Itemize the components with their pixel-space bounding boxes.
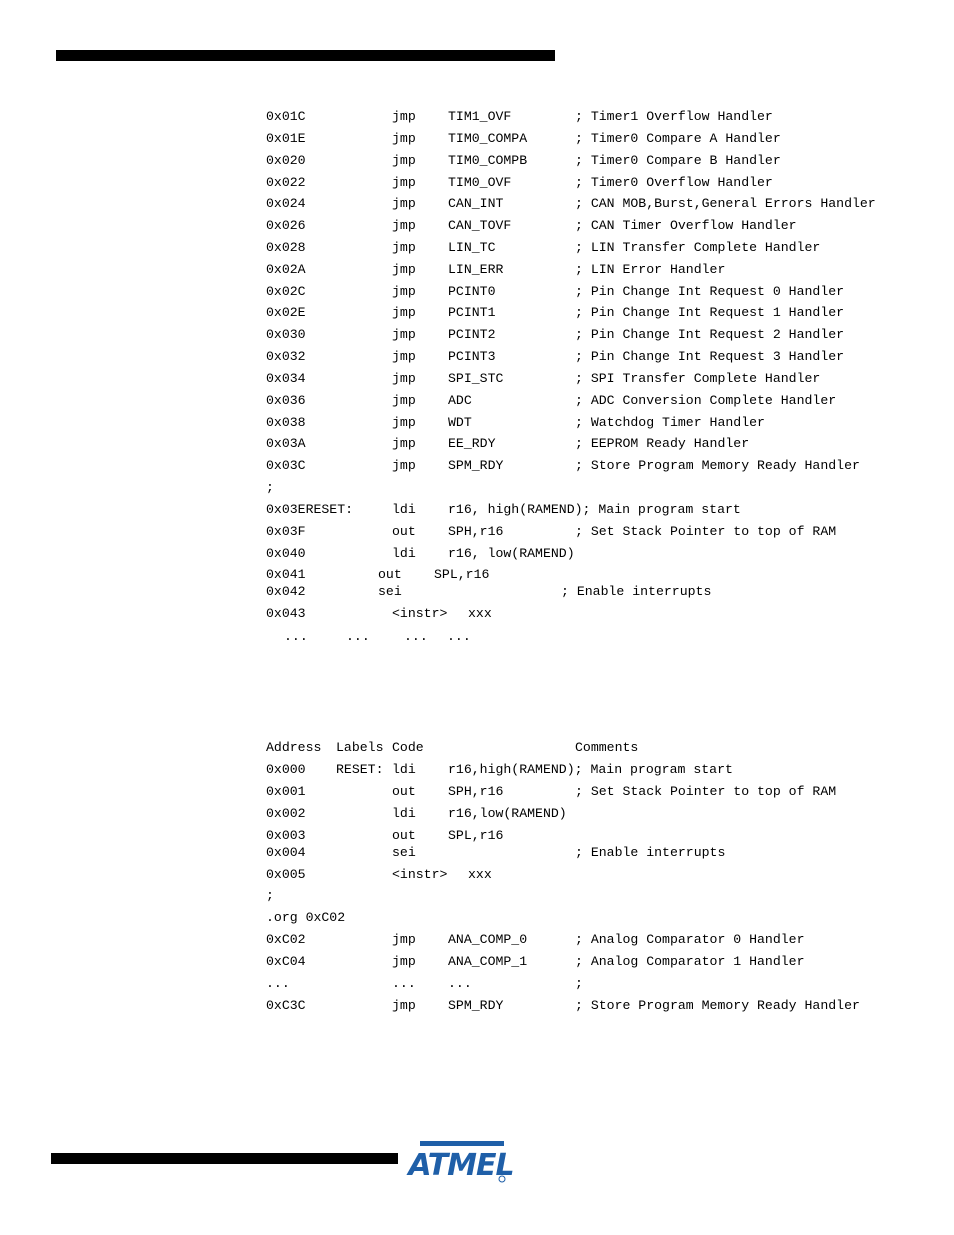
address: 0x02E [266,305,306,320]
address: 0x034 [266,371,306,386]
address: 0x042 [266,584,306,599]
comment: ; Store Program Memory Ready Handler [575,998,860,1013]
comment: ; CAN Timer Overflow Handler [575,218,797,233]
instruction: jmp [392,284,416,299]
instruction: jmp [392,218,416,233]
instruction: ... [392,976,416,991]
comment: ; Pin Change Int Request 1 Handler [575,305,845,320]
address: 0x022 [266,175,306,190]
instruction: out [392,784,416,799]
instruction: ldi [392,502,416,517]
address: 0x041 [266,567,306,582]
address: 0x030 [266,327,306,342]
comment: ; Store Program Memory Ready Handler [575,458,860,473]
operand: TIM1_OVF [448,109,512,124]
instruction: jmp [392,240,416,255]
comment: ; Timer0 Compare A Handler [575,131,781,146]
instruction: jmp [392,436,416,451]
directive: .org 0xC02 [266,910,346,925]
address: 0x028 [266,240,306,255]
comment: ; Analog Comparator 1 Handler [575,954,805,969]
instruction: <instr> [392,867,448,882]
comment: ; Set Stack Pointer to top of RAM [575,784,837,799]
column-header-code: Code [392,740,424,755]
operand: EE_RDY [448,436,496,451]
operand: ANA_COMP_1 [448,954,528,969]
operand: xxx [468,867,492,882]
footer-rule [51,1153,398,1164]
operand: r16,high(RAMEND); Main program start [448,762,733,777]
comment: ; EEPROM Ready Handler [575,436,750,451]
address: 0x020 [266,153,306,168]
comment: ; Analog Comparator 0 Handler [575,932,805,947]
operand: PCINT1 [448,305,496,320]
operand: r16,low(RAMEND) [448,806,567,821]
address: 0x003 [266,828,306,843]
address: 0x004 [266,845,306,860]
operand: PCINT2 [448,327,496,342]
address: 0xC3C [266,998,306,1013]
address: 0x005 [266,867,306,882]
address: 0xC04 [266,954,306,969]
operand: CAN_INT [448,196,504,211]
operand: SPM_RDY [448,458,504,473]
instruction: sei [378,584,402,599]
operand: WDT [448,415,472,430]
instruction: jmp [392,109,416,124]
header-rule [56,50,555,61]
address: 0x024 [266,196,306,211]
comment: ; LIN Transfer Complete Handler [575,240,821,255]
operand: TIM0_OVF [448,175,512,190]
comment: ; Enable interrupts [561,584,712,599]
instruction: jmp [392,415,416,430]
operand: SPL,r16 [448,828,504,843]
comment: ; LIN Error Handler [575,262,726,277]
operand: SPM_RDY [448,998,504,1013]
comment: ; SPI Transfer Complete Handler [575,371,821,386]
operand: SPH,r16 [448,784,504,799]
comment: ; ADC Conversion Complete Handler [575,393,837,408]
operand: SPL,r16 [434,567,490,582]
address: 0x02C [266,284,306,299]
instruction: jmp [392,153,416,168]
comment: ; Timer0 Overflow Handler [575,175,773,190]
instruction: ldi [392,762,416,777]
address: 0x03F [266,524,306,539]
atmel-logo [408,1137,514,1183]
address: 0x01C [266,109,306,124]
comment: ; Pin Change Int Request 0 Handler [575,284,845,299]
address: 0x026 [266,218,306,233]
instruction: jmp [392,954,416,969]
column-header-labels: Labels [336,740,384,755]
address: 0x03A [266,436,306,451]
instruction: jmp [392,327,416,342]
comment: ; Watchdog Timer Handler [575,415,765,430]
comment: ; Pin Change Int Request 3 Handler [575,349,845,364]
instruction: jmp [392,932,416,947]
instruction: ldi [392,806,416,821]
instruction: jmp [392,349,416,364]
instruction: sei [392,845,416,860]
label: RESET: [336,762,384,777]
address: 0x036 [266,393,306,408]
operand: r16, low(RAMEND) [448,546,575,561]
address: 0x000 [266,762,306,777]
instruction: jmp [392,371,416,386]
operand: xxx [468,606,492,621]
address: ... [266,976,290,991]
address: 0x001 [266,784,306,799]
operand: LIN_TC [448,240,496,255]
comment: ; Enable interrupts [575,845,726,860]
instruction: jmp [392,458,416,473]
operand: PCINT3 [448,349,496,364]
operand: TIM0_COMPA [448,131,528,146]
atmel-logo-mark [406,1141,513,1183]
operand: PCINT0 [448,284,496,299]
operand: CAN_TOVF [448,218,512,233]
address: 0x002 [266,806,306,821]
address: 0x038 [266,415,306,430]
instruction: out [378,567,402,582]
comment: ; Timer1 Overflow Handler [575,109,773,124]
address: 0x03ERESET: [266,502,354,517]
column-header-comments: Comments [575,740,639,755]
comment: ; [575,976,583,991]
instruction: jmp [392,393,416,408]
instruction: jmp [392,131,416,146]
instruction: ldi [392,546,416,561]
address: 0xC02 [266,932,306,947]
address: 0x040 [266,546,306,561]
comment: ; Timer0 Compare B Handler [575,153,781,168]
address: 0x03C [266,458,306,473]
operand: SPI_STC [448,371,504,386]
instruction: out [392,524,416,539]
operand: ANA_COMP_0 [448,932,528,947]
comment: ; Set Stack Pointer to top of RAM [575,524,837,539]
address: 0x032 [266,349,306,364]
operand: ... [404,629,428,644]
address: ... [284,629,308,644]
atmel-logo-text: ATMEL [408,1148,514,1183]
instruction: out [392,828,416,843]
operand: LIN_ERR [448,262,504,277]
address: ; [266,480,274,495]
operand: SPH,r16 [448,524,504,539]
comment: ... [447,629,471,644]
operand: TIM0_COMPB [448,153,528,168]
address: 0x043 [266,606,306,621]
instruction: ... [346,629,370,644]
address: 0x02A [266,262,306,277]
instruction: jmp [392,175,416,190]
instruction: <instr> [392,606,448,621]
operand: ... [448,976,472,991]
instruction: jmp [392,998,416,1013]
comment: ; Pin Change Int Request 2 Handler [575,327,845,342]
instruction: jmp [392,305,416,320]
address: 0x01E [266,131,306,146]
operand: ADC [448,393,472,408]
operand: r16, high(RAMEND); Main program start [448,502,741,517]
comment: ; CAN MOB,Burst,General Errors Handler [575,196,876,211]
column-header-address: Address [266,740,322,755]
address: ; [266,888,274,903]
instruction: jmp [392,196,416,211]
instruction: jmp [392,262,416,277]
